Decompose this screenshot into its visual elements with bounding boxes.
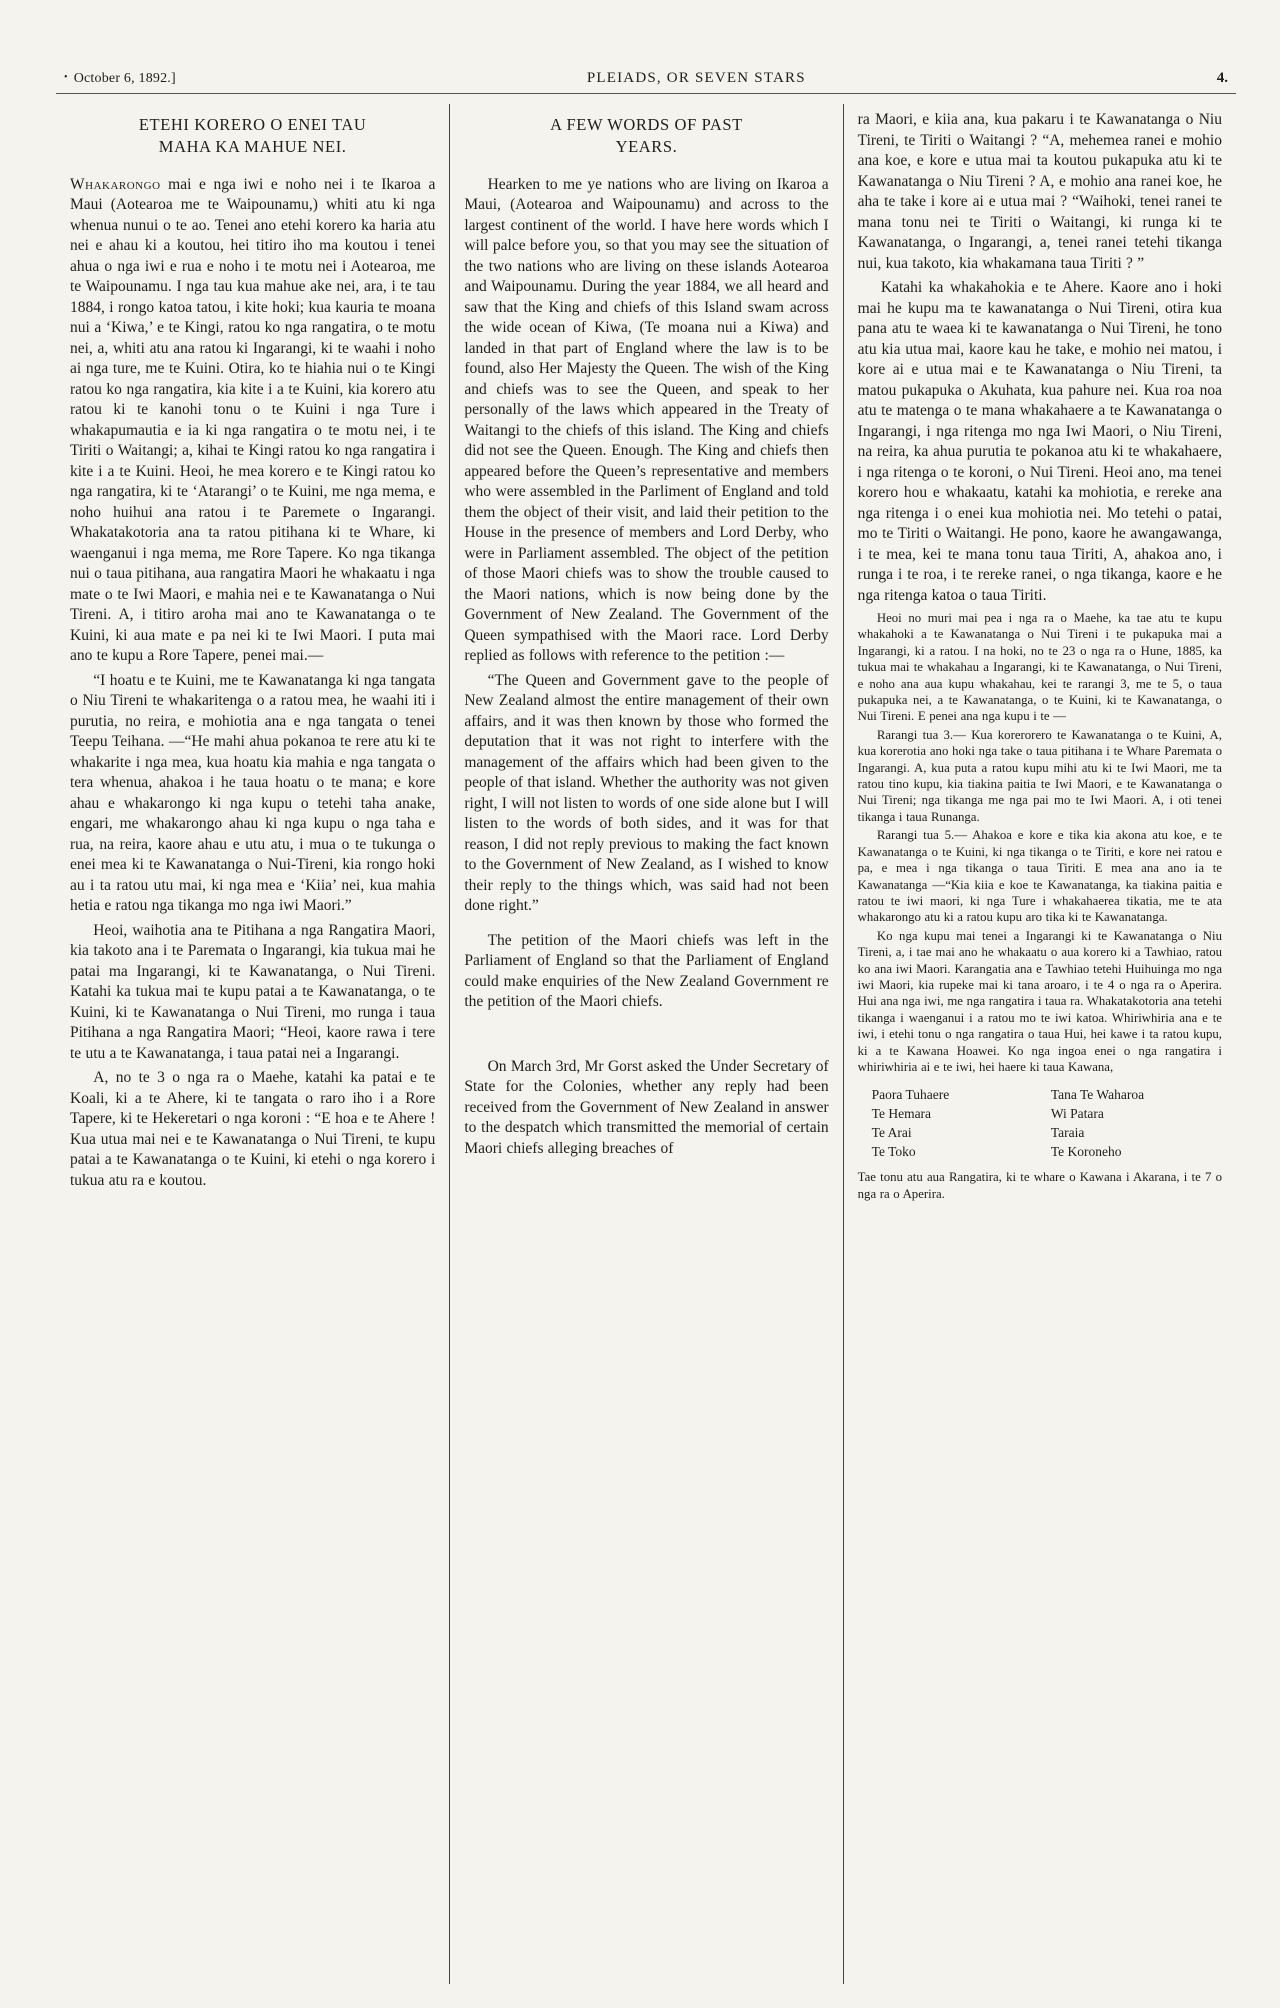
- paragraph: A, no te 3 o nga ra o Maehe, katahi ka patai e te Koali, ki a te Ahere, ki te tangata o raro iho i a Rore Tapere, ki te Hekeretari o nga koroni : “E hoa e te Ahere ! Kua utua mai nei e te Kawanatanga o Nui Tireni, te kupu patai a te Kawanatanga o te Kuini, ki etehi o nga korero i tukua atu ra e koutou.: [70, 1069, 436, 1189]
- paragraph: Rarangi tua 3.— Kua korerorero te Kawanatanga o te Kuini, A, kua korerotia ano hoki nga take o taua pitihana i te Whare Paremata o Ingarangi. A, kua puta a ratou kupu mihi atu ki te Iwi Maori, me ta ratou tino kupu, kia tiakina paitia te Iwi Maori, e te Kawanatanga o Nui Tireni; nga tikanga me nga pai mo te Iwi Maori. A, i oti tenei tikanga i taua Runanga.: [857, 727, 1222, 824]
- paragraph: Heoi no muri mai pea i nga ra o Maehe, ka tae atu te kupu whakahoki a te Kawanatanga o Nui Tireni i te pukapuka mai a Ingarangi, ki a ratou. I na hoki, no te 23 o nga ra o Hune, 1885, ka tukua mai te whakahau a Ingarangi, ki te Kawanatanga, o Nui Tireni, e noho ana aua kupu whakahau, kei te rarangi 3, me te 5, o taua pukapuka nei, a te Kawanatanga, o te Kuini, ki te Kawanatanga, o Nui Tireni. E penei ana nga kupu i te —: [857, 611, 1222, 724]
- chief-name: Te Arai: [871, 1125, 912, 1141]
- paragraph: Tae tonu atu aua Rangatira, ki te whare o Kawana i Akarana, i te 7 o nga ra o Aperira.: [857, 1170, 1222, 1201]
- paragraph: Heoi, waihotia ana te Pitihana a nga Rangatira Maori, kia takoto ana i te Paremata o Ingarangi, kia tukua mai he patai ma Ingarangi, ki te Kawanatanga, o Nui Tireni. Katahi ka tukua mai te kupu patai a te Kawanatanga, o te Kuini, ki te Kawanatanga o Nui Tireni, mo runga i taua Pitihana a nga Rangatira Maori; “Heoi, kaore rawa i tere te utu a te Kawanatanga, i taua patai nei a Ingarangi.: [70, 921, 436, 1062]
- column-1: [56, 104, 449, 1984]
- paragraph: Ko nga kupu mai tenei a Ingarangi ki te Kawanatanga o Niu Tireni, a, i tae mai ano he whakaatu o aua korero ki a Tawhiao, ratou ko ana iwi Maori. Karangatia ana e Tawhiao tetehi Huihuinga mo nga iwi Maori, kia rupeke mai ki tana aroaro, i te 4 o nga ra o Aperira. Hui ana nga iwi, me nga rangatira i taua ra. Whakatakotoria ana tetehi tikanga i waenganui i a ratou mo te iwi katoa. Whiriwhiria ana e te iwi, i etehi tonu o nga rangatira o taua Hui, hei kawe i ta ratou kupu, ki a te Kawana Hoawei. Ko nga ingoa enei o nga rangatira i whiriwhiria ai e te iwi, hei haere ki taua Kawana,: [857, 928, 1222, 1074]
- masthead: [56, 70, 1236, 94]
- column-2: [449, 104, 842, 1984]
- article-heading-maori: ETEHI KORERO O ENEI TAU MAHA KA MAHUE NEI.: [138, 115, 367, 157]
- page-number: 4.: [1216, 70, 1228, 86]
- fine-print-section: [858, 610, 1222, 1202]
- paragraph: Rarangi tua 5.— Ahakoa e kore e tika kia akona atu koe, e te Kawanatanga o te Kuini, ki nga tikanga o te Tiriti, e kore nei ratou e pa, e mea i nga tikanga o taua Tiriti. E mea ana ano ia te Kawanatanga —“Kia kiia e koe te Kawanatanga, ka tiakina paitia e ratou te iwi maori, ki nga Ture i whakahaerea tikatia, me te ata whakarongo atu ki a ratou kupu aro tika ki te Kawanatanga.: [857, 828, 1222, 925]
- article-heading-english: A FEW WORDS OF PAST YEARS.: [550, 115, 743, 157]
- print-mark: •: [64, 72, 68, 83]
- chief-name: Taraia: [1050, 1125, 1085, 1141]
- chiefs-name-list: [872, 1085, 1222, 1161]
- paragraph: “I hoatu e te Kuini, me te Kawanatanga ki nga tangata o Niu Tireni te whakaritenga o a ratou mea, he waahi iti i purutia, no reira, e mohiotia ana e nga tangata o tenei Teepu Teihana. —“He mahi ahua pokanoa te rere atu ki te whakarite i nga mea, kua hoatu kia mahia e nga tangata o tera whenua, ahakoa i he taua hoatu o te mana; e kore ahau e whakarongo ki nga kupu o tetehi taha anake, engari, me whakarongo ahau ki nga kupu o nga taha e rua, na reira, kaore ahau e utu atu, i mua o te tukunga o enei mea ki te Kawanatanga o Nui-Tireni, kia rongo hoki au i ta ratou utu mai, ki nga mea e ‘Kiia’ nei, kua mahia hetia e ratou nga tikanga mo nga iwi Maori.”: [70, 671, 436, 915]
- paragraph: On March 3rd, Mr Gorst asked the Under Secretary of State for the Colonies, whether any reply had been received from the Government of New Zealand in answer to the despatch which transmitted the memorial of certain Maori chiefs alleging breaches of: [464, 1057, 829, 1157]
- issue-date-text: October 6, 1892.]: [73, 71, 176, 86]
- chief-name: Te Toko: [871, 1144, 916, 1160]
- article-columns: [56, 104, 1236, 1984]
- column-3: [843, 104, 1236, 1984]
- paragraph: ra Maori, e kiia ana, kua pakaru i te Kawanatanga o Niu Tireni, te Tiriti o Waitangi ? “A, mehemea ranei e mohio ana koe, e kore e utua mai ta koutou pukapuka atu ki te Kawanatanga o Niu Tireni ? A, e mohio ana ranei koe, he aha te take i kore ai e utua mai ? “Waihoki, tenei ranei te mana tonu nei te Tiriti o Waitangi, ki runga ki te Kawanatanga, o Ingarangi, a, tenei ranei tetehi tikanga nui, kua takoto, kia whakamana taua Tiriti ? ”: [857, 111, 1222, 272]
- paragraph: [70, 175, 435, 667]
- paragraph: Hearken to me ye nations who are living on Ikaroa a Maui, (Aotearoa and Waipounamu) and across to the largest continent of the world. I have here words which I will palce before you, so that you may see the situation of the two nations who are living on these islands Aotearoa and Waipounamu. During the year 1884, we all heard and saw that the King and chiefs of this Island swam across the wide ocean of Kiwa, (Te moana nui a Kiwa) and landed in that part of England where the law is to be found, also Her Majesty the Queen. The wish of the King and chiefs was to see the Queen, and speak to her personally of the laws which appeared in the Treaty of Waitangi to the chiefs of this island. The King and chiefs did not see the Queen. Enough. The King and chiefs then appeared before the Queen’s representative and members who were assembled in the Parliment of England and told them the object of their visit, and laid their petition to the House in the presence of members and Lord Derby, who were in Parliament assembled. The object of the petition of those Maori chiefs was to show the trouble caused to the Maori nations, which is now being done by the Government of New Zealand. The Government of the Queen sympathised with the Maori race. Lord Derby replied as follows with reference to the petition :—: [464, 175, 829, 665]
- paragraph-text: mai e nga iwi e noho nei i te Ikaroa a Maui (Aotearoa me te Waipounamu,) whiti atu ki nga whenua nunui o te ao. Tenei ano etehi korero ka haria atu nei e ahau ki a koutou, hei titiro iho ma koutou i tenei ahua o nga iwi e rua e noho i te motu nei i Aotearoa, me te Waipounamu. I nga tau kua mahue ake nei, ara, i te tau 1884, i rongo katoa tatou, i kite hoki; kua kauria te moana nui a ‘Kiwa,’ e te Kingi, ratou ko nga rangatira, o te motu nei, a, whiti atu ana ratou ki Ingarangi, ki te waahi i noho ai nga ture, me te Kuini. Otira, ko te hiahia nui o te Kingi ratou ko nga rangatira, kia kite i a te Kuini, kia korero atu ratou ki te kanohi tonu o te Kuini i nga Ture i whakapumautia e ia ki nga rangatira o te motu nei, i te Tiriti o Waitangi; a, kihai te Kingi ratou ko nga rangatira i kite i a te Kuini. Heoi, he mea korero e te Kingi ratou ko nga rangatira, ki te ‘Atarangi’ o te Kuini, me nga mema, e noho huihui ana ratou i te Paremete o Ingarangi. Whakatakotoria ana ta ratou pitihana ki te Whare, ki waenganui i nga mema, me Rore Tapere. Ko nga tikanga nui o taua pitihana, aua rangatira Maori he whakaatu i nga mate o te Iwi Maori, e mahia nei e te Kawanatanga o Nui Tireni. A, i titiro aroha mai ano te Kawanatanga o te Kuini, ki aua mate e pa nei ki te Iwi Maori. I puta mai ano te kupu a Rore Tapere, penei mai.—: [70, 175, 436, 665]
- paragraph: Katahi ka whakahokia e te Ahere. Kaore ano i hoki mai he kupu ma te kawanatanga o Nui Tireni, otira kua pana atu te waea ki te kawanatanga o Nui Tireni, he tono atu kia utua mai, kaore kau he take, e mohio nei matou, i kore ai e utua mai e te Kawanatanga o Niu Tireni, ta matou pukapuka o Akuhata, kua pahure nei. Kua roa noa atu te matenga o te mana whakahaere a te Kawanatanga o Ingarangi, i nga ritenga mo nga Iwi Maori, o Niu Tireni, na reira, ka ahua purutia te pokanoa atu ki te whakahaere, i nga ritenga o te koroni, o Nui Tireni. Heoi ano, ma tenei korero hou e whakaatu, katahi ka mohiotia, e rereke ana nga ritenga i o enei kua mohiotia nei. Mo tetehi o patai, mo te Tiriti o Waitangi. He pono, kaore he awangawanga, i te mea, kei te mana tonu taua Tiriti, A, ahakoa ano, i runga i te roa, i te rereke ranei, o nga tikanga, kaore e he nga ritenga katoa o taua Tiriti.: [857, 279, 1222, 604]
- chief-name: Te Hemara: [871, 1106, 932, 1122]
- chief-name: Tana Te Waharoa: [1050, 1087, 1145, 1103]
- issue-date: [64, 71, 176, 87]
- chief-name: Te Koroneho: [1050, 1144, 1122, 1160]
- paragraph: “The Queen and Government gave to the people of New Zealand almost the entire management of their own affairs, and it was then known by those who formed the deputation that it was not right to interfere with the management of the affairs which had been given to the people of that island. Whether the authority was not given right, I will not listen to words of one side alone but I will listen to the words of both sides, and it was for that reason, I did not reply previous to making the fact known to the Government of New Zealand, as I wished to know their reply to the things which, was said had not been done right.”: [464, 671, 829, 915]
- chief-name: Wi Patara: [1050, 1106, 1104, 1122]
- lead-word: Whakarongo: [70, 175, 161, 193]
- paragraph: The petition of the Maori chiefs was left in the Parliament of England so that the Parliament of England could make enquiries of the New Zealand Government re the petition of the Maori chiefs.: [464, 931, 829, 1011]
- newspaper-title: PLEIADS, OR SEVEN STARS: [586, 70, 806, 86]
- chief-name: Paora Tuhaere: [871, 1087, 950, 1103]
